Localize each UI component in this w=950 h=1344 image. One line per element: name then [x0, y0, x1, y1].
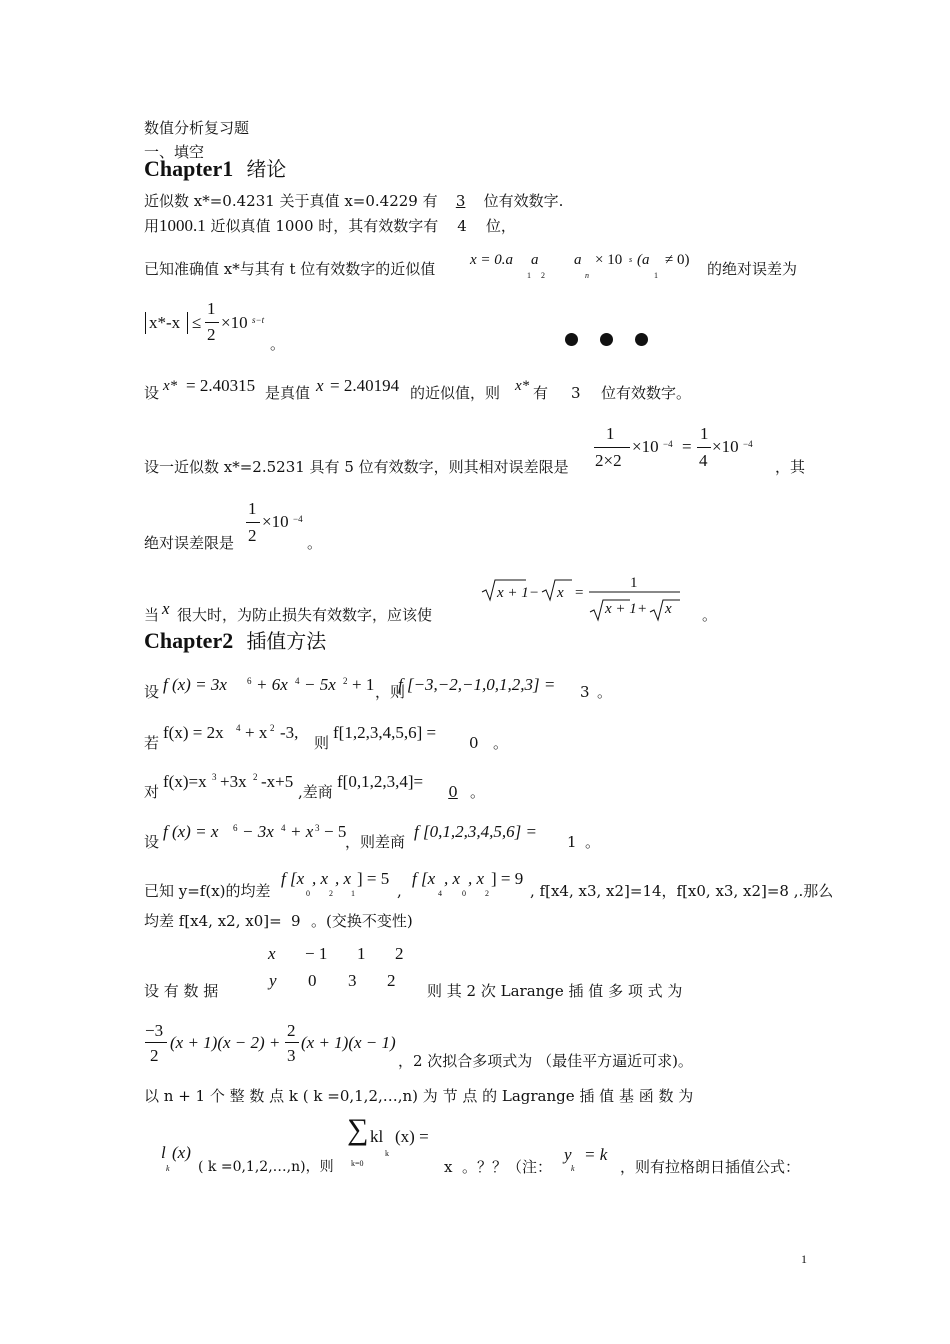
question-text: 近似数 x*=0.4231 关于真值 x=0.4229 有	[144, 192, 438, 210]
formula-part: x	[162, 599, 170, 618]
formula-sup: 3	[212, 772, 217, 782]
formula-part: f [−3,−2,−1,0,1,2,3] =	[398, 675, 556, 694]
answer-blank: 0	[448, 783, 458, 801]
formula-sub: 2	[541, 271, 545, 280]
formula-part: l	[161, 1143, 166, 1162]
fraction-denominator: 4	[699, 451, 708, 470]
formula-part: x + 1	[497, 585, 529, 601]
question-text: 均差 f[x4, x2, x0]=	[144, 912, 282, 930]
question-text: 已知 y=f(x)的均差	[144, 882, 271, 900]
punctuation: ,	[397, 882, 402, 900]
punctuation: 。	[597, 683, 613, 701]
question-text: 设	[144, 833, 160, 851]
formula-part: − 3x	[242, 822, 274, 841]
formula-part: =	[682, 437, 692, 456]
section-heading: 一、填空	[144, 143, 205, 161]
question-text: 绝对误差限是	[144, 534, 235, 552]
formula-part: f [x	[412, 869, 436, 888]
answer-blank: 4	[457, 217, 467, 235]
table-cell: 2	[387, 971, 396, 990]
formula-part: f [x	[281, 869, 305, 888]
formula-sup: −4	[743, 439, 753, 449]
question-text: 位有效数字。	[601, 384, 692, 402]
formula-part: (x + 1)(x − 2) +	[170, 1033, 281, 1052]
question-text: 。？？（注：	[462, 1158, 553, 1176]
page-number: 1	[801, 1252, 807, 1266]
question-text: 的近似值，则	[410, 384, 501, 402]
formula-part: f [0,1,2,3,4,5,6] =	[414, 822, 537, 841]
formula-part: + x	[245, 723, 268, 742]
formula-part: , x	[468, 869, 485, 888]
table-cell: 3	[348, 971, 357, 990]
table-y-label: y	[269, 971, 277, 990]
formula-sub: 0	[306, 889, 310, 898]
formula-part: x + 1	[605, 601, 637, 617]
fraction-numerator: 1	[700, 424, 709, 443]
formula-part: f (x) = 3x	[163, 675, 227, 694]
formula-part: a	[574, 252, 582, 268]
formula-sub: 1	[351, 889, 355, 898]
formula-part: =	[575, 585, 584, 601]
formula-part: + 6x	[256, 675, 288, 694]
question-text: 。(交换不变性)	[311, 912, 413, 930]
fraction-numerator: 2	[287, 1021, 296, 1040]
question-text: 位，	[485, 217, 516, 235]
table-cell: 1	[357, 944, 366, 963]
formula-sub: 2	[485, 889, 489, 898]
fraction-denominator: 2×2	[595, 451, 622, 470]
formula-part: x*	[163, 378, 178, 394]
bullet-dot	[635, 333, 648, 346]
formula-sup: 2	[343, 676, 348, 686]
c1-question-3-text: 已知准确值 x*与其有 t 位有效数字的近似值	[144, 260, 436, 278]
formula-sup: 4	[295, 676, 300, 686]
c1-question-1	[144, 194, 563, 209]
formula-part: kl	[370, 1127, 384, 1146]
fraction-numerator: 1	[606, 424, 615, 443]
question-text: 则	[314, 734, 330, 752]
fraction-bar	[246, 522, 260, 523]
fraction-bar	[285, 1042, 299, 1043]
table-cell: − 1	[305, 944, 328, 963]
formula-sup: 3	[315, 823, 320, 833]
question-text: 近似真值 1000 时，其有效数字有	[210, 217, 439, 235]
question-text: 位有效数字.	[483, 192, 564, 210]
table-cell: 2	[395, 944, 404, 963]
formula-part: ×10	[221, 313, 248, 332]
answer-blank: x	[444, 1158, 453, 1176]
chapter2-label: Chapter2	[144, 628, 234, 653]
formula-part: f(x)=x	[163, 772, 207, 791]
bullet-dot	[600, 333, 613, 346]
question-text: 是真值	[265, 384, 311, 402]
formula-part: f (x) = x	[163, 822, 219, 841]
answer-blank: 1	[567, 833, 577, 851]
punctuation: 。	[493, 734, 509, 752]
table-cell: 0	[308, 971, 317, 990]
table-x-label: x	[268, 944, 276, 963]
formula-part: +3x	[220, 772, 247, 791]
formula-sub: 1	[527, 271, 531, 280]
formula-sup: −4	[293, 514, 303, 524]
question-text: 设	[144, 384, 160, 402]
fraction-numerator: −3	[145, 1021, 164, 1040]
fraction-bar	[145, 1042, 167, 1043]
formula-part: f(x) = 2x	[163, 723, 224, 742]
formula-value: 1000.1	[159, 216, 206, 235]
question-text: 则 其 2 次 Larange 插 值 多 项 式 为	[427, 982, 683, 1000]
document-title: 数值分析复习题	[144, 119, 250, 137]
punctuation: 。	[470, 783, 486, 801]
fraction-bar	[697, 447, 711, 448]
question-text: 设一近似数 x*=2.5231 具有 5 位有效数字，则其相对误差限是	[144, 458, 569, 476]
fraction-bar	[205, 322, 219, 323]
formula-part: ≠ 0)	[665, 252, 690, 268]
question-text: 设	[144, 683, 160, 701]
question-text: 很大时，为防止损失有效数字，应该使	[177, 606, 433, 624]
formula-part: ×10	[262, 512, 289, 531]
bullet-dot	[565, 333, 578, 346]
formula-part: + x	[290, 822, 314, 841]
question-text: 对	[144, 783, 160, 801]
question-text: 以 n + 1 个 整 数 点 k ( k =0,1,2,…,n) 为 节 点 的 Lagrange 插 值 基 函 数 为	[144, 1087, 694, 1105]
punctuation: 。	[702, 606, 718, 624]
question-text: ，2 次拟合多项式为 （最佳平方逼近可求)。	[398, 1052, 693, 1070]
punctuation: 。	[307, 534, 323, 552]
formula-sup: −4	[663, 439, 673, 449]
formula-part: (x) =	[395, 1127, 429, 1146]
formula-part: ×10	[632, 437, 659, 456]
question-text: 有	[533, 384, 549, 402]
formula-sub: 2	[329, 889, 333, 898]
formula-part: x = 0.a	[470, 252, 514, 268]
question-text: ,差商	[298, 783, 333, 801]
formula-part: x	[316, 376, 324, 395]
formula-sup: 4	[236, 723, 241, 733]
formula-sub: 4	[438, 889, 442, 898]
formula-part: +	[638, 601, 647, 617]
formula-part: y	[564, 1145, 572, 1164]
formula-sup: 6	[247, 676, 252, 686]
formula-part: , x	[444, 869, 461, 888]
punctuation: 。	[270, 335, 286, 353]
question-text: , f[x4, x3, x2]=14，f[x0, x3, x2]=8 ,.那么	[530, 882, 834, 900]
answer-blank: 9	[291, 912, 301, 930]
chapter1-title: 绪论	[246, 157, 287, 181]
question-text: 若	[144, 734, 160, 752]
question-text: ，则	[375, 683, 406, 701]
punctuation: 。	[585, 833, 601, 851]
question-text: ，则有拉格朗日插值公式：	[620, 1158, 801, 1176]
formula-part: = k	[584, 1145, 608, 1164]
fraction-denominator: 2	[248, 526, 257, 545]
question-text: 当	[144, 606, 160, 624]
answer-blank: 3	[580, 683, 590, 701]
formula-part: -x+5	[261, 772, 294, 791]
formula-sub: k	[166, 1164, 170, 1173]
answer-blank: 3	[455, 192, 466, 210]
question-text: ( k =0,1,2,…,n)，则	[198, 1159, 334, 1175]
formula-part: f[0,1,2,3,4]=	[337, 772, 424, 791]
formula-part: , x	[335, 869, 352, 888]
question-text: 的绝对误差为	[707, 260, 798, 278]
formula-part: -3,	[280, 723, 299, 742]
fraction-denominator: 2	[207, 325, 216, 344]
formula-part: − 5x	[304, 675, 336, 694]
chapter2-heading	[144, 630, 326, 652]
formula-sub: n	[585, 271, 589, 280]
sigma-symbol: ∑	[347, 1113, 369, 1146]
formula-sup: 2	[253, 772, 258, 782]
chapter2-title: 插值方法	[246, 629, 327, 653]
formula-sub: k	[571, 1164, 575, 1173]
formula-sup: 4	[281, 823, 286, 833]
formula-sup: s−t	[252, 315, 265, 325]
fraction-numerator: 1	[248, 499, 257, 518]
fraction-bar	[594, 447, 630, 448]
formula-sub: k=0	[351, 1159, 364, 1168]
chapter1-heading	[144, 158, 286, 180]
formula-part: × 10	[595, 252, 623, 268]
formula-sup: 6	[233, 823, 238, 833]
formula-sub: 0	[462, 889, 466, 898]
formula-part: = 2.40194	[330, 376, 400, 395]
abs-bar-right	[187, 312, 188, 334]
abs-bar-left	[145, 312, 146, 334]
answer-blank: 3	[571, 384, 581, 402]
c1-question-2	[144, 217, 516, 234]
formula-part: ] = 9	[491, 869, 524, 888]
formula-sub: k	[385, 1149, 389, 1158]
formula-sup: 2	[270, 723, 275, 733]
question-text: 设 有 数 据	[144, 982, 219, 1000]
formula-part: −	[530, 585, 539, 601]
chapter1-label: Chapter1	[144, 156, 234, 181]
answer-blank: 0	[469, 734, 479, 752]
formula-part: ≤	[192, 313, 202, 332]
fraction-numerator: 1	[630, 575, 638, 591]
question-text: ，则差商	[345, 833, 406, 851]
fraction-denominator: 3	[287, 1046, 296, 1065]
formula-part: − 5	[324, 822, 347, 841]
formula-part: f[1,2,3,4,5,6] =	[333, 723, 437, 742]
formula-part: a	[531, 252, 539, 268]
formula-part: , x	[312, 869, 329, 888]
formula-part: x*	[515, 378, 530, 394]
formula-part: (x + 1)(x − 1)	[301, 1033, 396, 1052]
formula-part: = 2.40315	[186, 376, 256, 395]
formula-part: ×10	[712, 437, 739, 456]
formula-sup: s	[629, 255, 633, 264]
formula-part: + 1	[352, 675, 375, 694]
formula-approx-value	[470, 253, 513, 268]
formula-sub: 1	[654, 271, 658, 280]
formula-part: x	[557, 585, 564, 601]
formula-part: x	[665, 601, 672, 617]
question-text: ，其	[775, 458, 806, 476]
formula-part: (x)	[172, 1143, 191, 1162]
fraction-numerator: 1	[207, 299, 216, 318]
formula-part: ] = 5	[357, 869, 390, 888]
formula-part: (a	[637, 252, 650, 268]
question-text: 用	[144, 217, 160, 235]
fraction-denominator: 2	[150, 1046, 159, 1065]
formula-part: x*-x	[149, 313, 181, 332]
